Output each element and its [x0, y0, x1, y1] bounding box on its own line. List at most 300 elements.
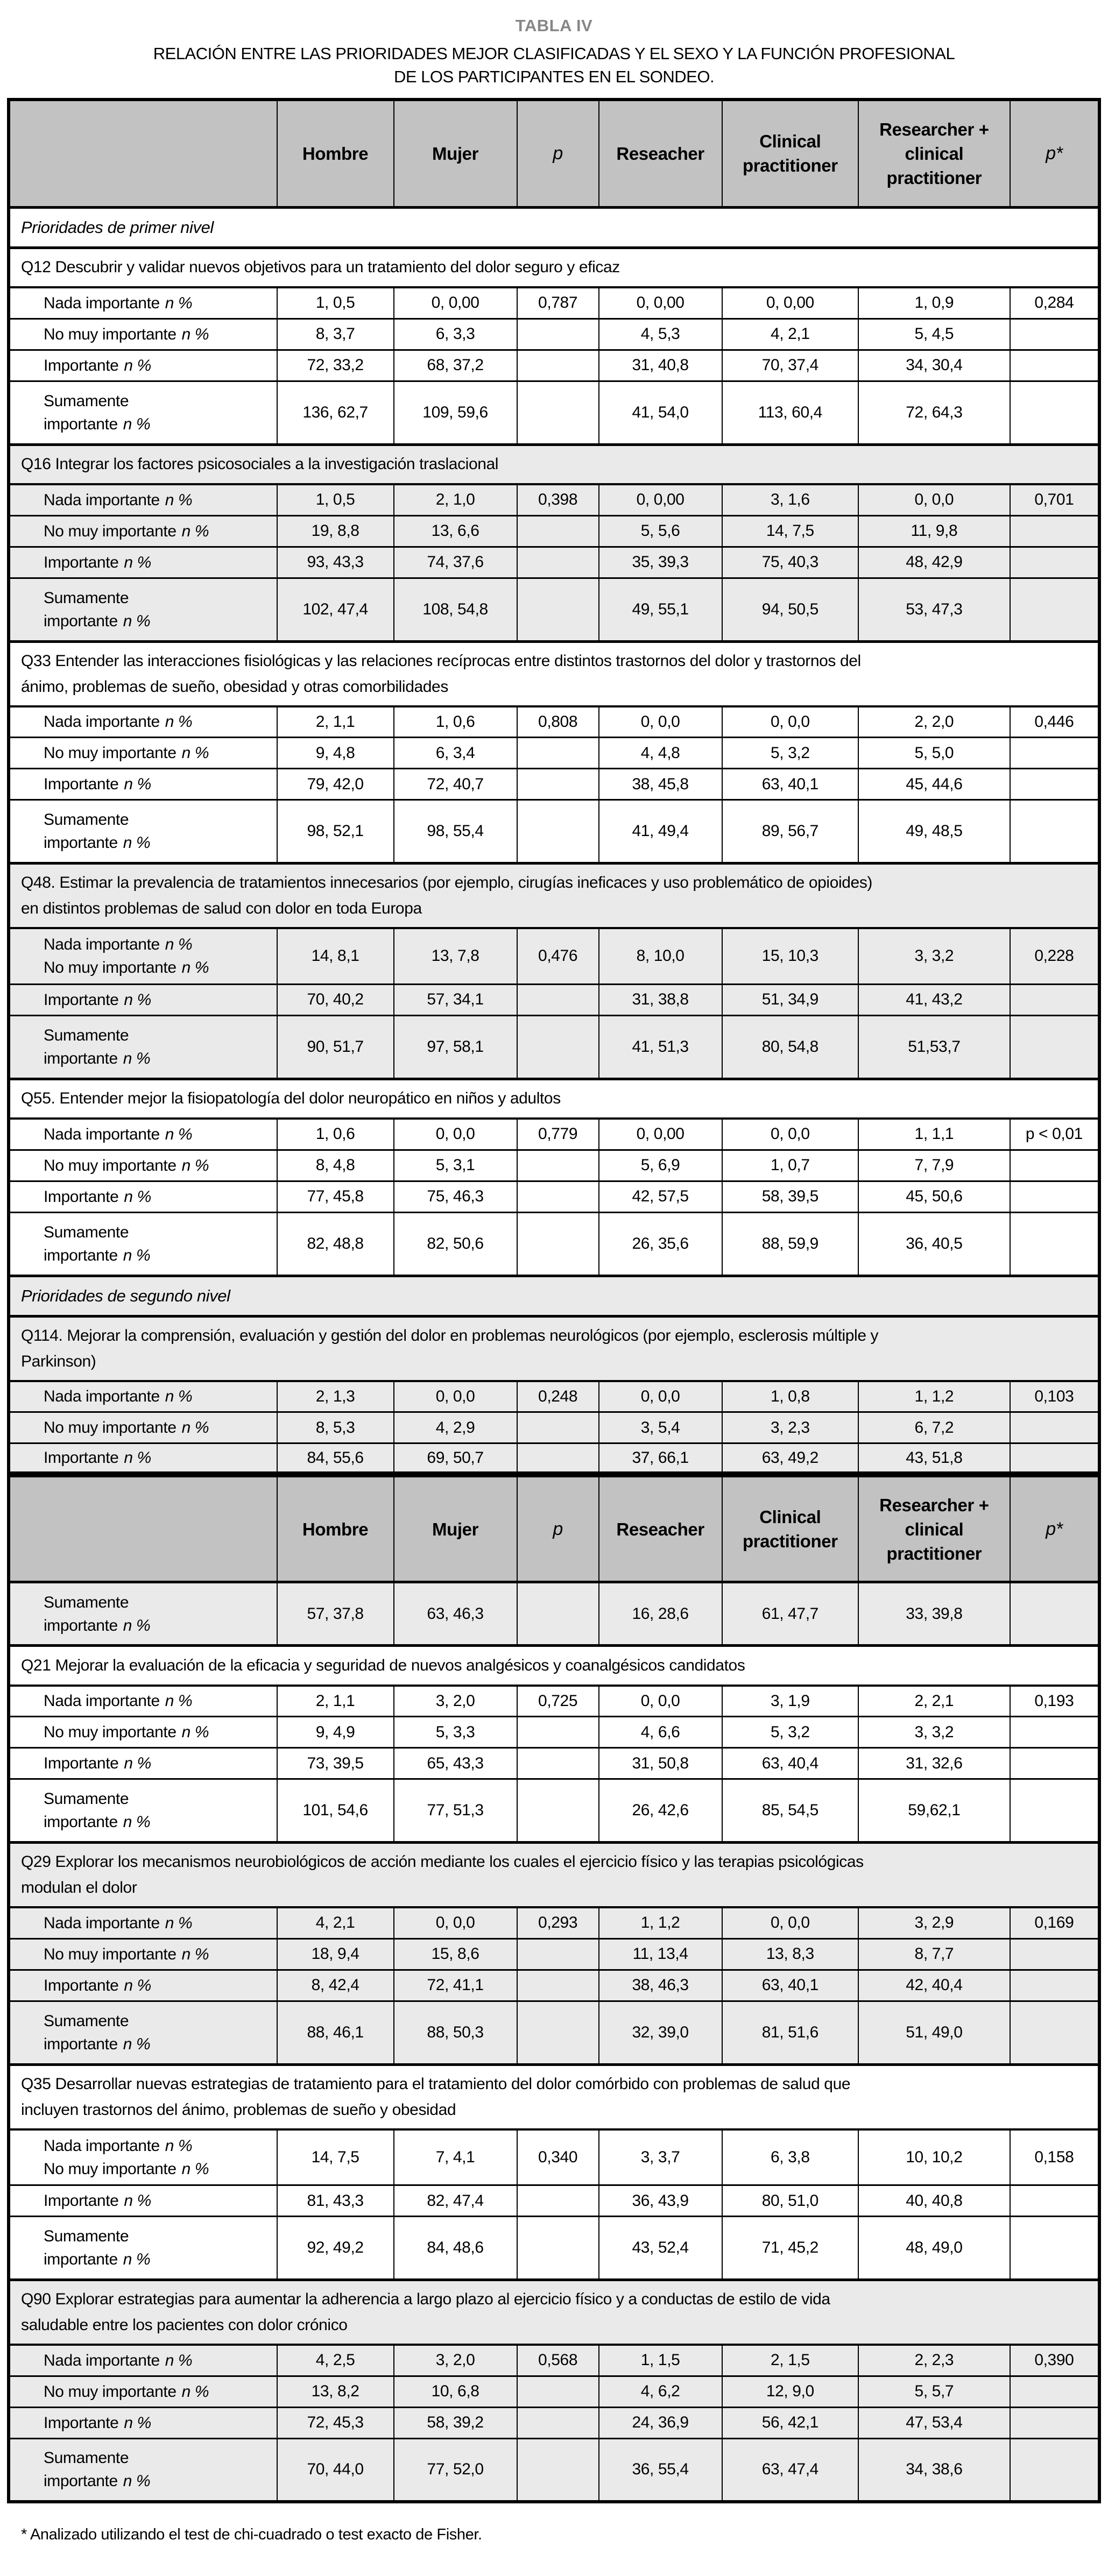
row-label-text: Sumamente: [44, 2227, 129, 2245]
value-cell: 0, 0,00: [722, 287, 858, 319]
p-value-cell: [517, 769, 599, 800]
value-cell: 31, 38,8: [599, 984, 722, 1015]
row-label: [9, 287, 277, 319]
row-label: [9, 1686, 277, 1717]
row-label: [9, 1212, 277, 1276]
question-title: [9, 864, 1099, 929]
row-label-text: Nada importante: [44, 491, 160, 509]
value-cell: 102, 47,4: [277, 578, 394, 641]
value-cell: 97, 58,1: [394, 1015, 517, 1079]
p-star-value-cell: [1010, 547, 1099, 578]
value-cell: 5, 5,7: [858, 2376, 1010, 2407]
p-star-value-cell: [1010, 1181, 1099, 1212]
question-title-row: [9, 2280, 1099, 2345]
value-cell: 15, 8,6: [394, 1938, 517, 1970]
row-label-n-percent: n %: [123, 612, 151, 630]
p-value-cell: [517, 1779, 599, 1843]
value-cell: 48, 49,0: [858, 2217, 1010, 2280]
value-cell: 14, 7,5: [722, 515, 858, 547]
value-cell: 5, 3,3: [394, 1717, 517, 1748]
value-cell: 1, 0,6: [277, 1119, 394, 1150]
table-row: [9, 1748, 1099, 1779]
row-label-n-percent: n %: [123, 1246, 151, 1264]
table-row: [9, 738, 1099, 769]
row-label-n-percent: n %: [165, 294, 193, 312]
row-label-text: Sumamente: [44, 1593, 129, 1611]
value-cell: 36, 40,5: [858, 1212, 1010, 1276]
row-label-line: [44, 1244, 272, 1267]
value-cell: 0, 0,0: [599, 706, 722, 738]
value-cell: 26, 42,6: [599, 1779, 722, 1843]
row-label-n-percent: n %: [181, 1156, 209, 1174]
value-cell: 12, 9,0: [722, 2376, 858, 2407]
value-cell: 5, 5,0: [858, 738, 1010, 769]
value-cell: 1, 1,2: [858, 1381, 1010, 1412]
table-row: [9, 2438, 1099, 2502]
row-label-n-percent: n %: [165, 2351, 193, 2369]
value-cell: 2, 2,3: [858, 2345, 1010, 2376]
row-label-text: importante: [44, 1813, 118, 1831]
value-cell: 82, 47,4: [394, 2185, 517, 2217]
level-heading: [9, 1276, 1099, 1316]
row-label: [9, 1412, 277, 1443]
row-label-line: [44, 2469, 272, 2493]
row-label-line: [44, 2380, 272, 2403]
value-cell: 65, 43,3: [394, 1748, 517, 1779]
value-cell: 0, 0,0: [599, 1381, 722, 1412]
p-star-value-cell: 0,228: [1010, 928, 1099, 984]
value-cell: 77, 51,3: [394, 1779, 517, 1843]
row-label-n-percent: n %: [181, 522, 209, 540]
table-title-line-2: DE LOS PARTICIPANTES EN EL SONDEO.: [393, 67, 715, 86]
table-row: [9, 1119, 1099, 1150]
value-cell: 6, 3,3: [394, 319, 517, 350]
row-label-line: [44, 323, 272, 346]
table-row: [9, 706, 1099, 738]
value-cell: 0, 0,00: [599, 287, 722, 319]
row-label-text: No muy importante: [44, 744, 177, 762]
value-cell: 0, 0,00: [599, 484, 722, 515]
value-cell: 9, 4,9: [277, 1717, 394, 1748]
value-cell: 24, 36,9: [599, 2407, 722, 2438]
row-label-n-percent: n %: [165, 1914, 193, 1932]
question-title-row: [9, 641, 1099, 706]
row-label-text: Importante: [44, 1754, 119, 1772]
table-row: [9, 2345, 1099, 2376]
value-cell: 57, 37,8: [277, 1582, 394, 1646]
value-cell: 2, 2,1: [858, 1686, 1010, 1717]
row-label-n-percent: n %: [181, 959, 209, 977]
value-cell: 3, 2,3: [722, 1412, 858, 1443]
row-label-line: [44, 1047, 272, 1070]
value-cell: 6, 3,8: [722, 2129, 858, 2185]
p-star-value-cell: [1010, 800, 1099, 864]
row-label-line: [44, 1591, 272, 1614]
p-value-cell: 0,398: [517, 484, 599, 515]
value-cell: 77, 52,0: [394, 2438, 517, 2502]
row-label-line: [44, 2134, 272, 2157]
value-cell: 51,53,7: [858, 1015, 1010, 1079]
table-row: [9, 2001, 1099, 2064]
value-cell: 98, 52,1: [277, 800, 394, 864]
row-label: [9, 515, 277, 547]
row-label-n-percent: n %: [124, 2414, 151, 2432]
value-cell: 56, 42,1: [722, 2407, 858, 2438]
title-block: [7, 16, 1101, 88]
row-label: [9, 2217, 277, 2280]
value-cell: 5, 3,2: [722, 738, 858, 769]
value-cell: 26, 35,6: [599, 1212, 722, 1276]
value-cell: 1, 1,2: [599, 1907, 722, 1938]
level-heading: [9, 207, 1099, 247]
row-label-line: [44, 1185, 272, 1208]
row-label-text: Nada importante: [44, 2351, 160, 2369]
value-cell: 3, 3,7: [599, 2129, 722, 2185]
row-label-n-percent: n %: [124, 1754, 151, 1772]
row-label-text: Nada importante: [44, 1125, 160, 1143]
p-star-value-cell: [1010, 2001, 1099, 2064]
p-value-cell: [517, 547, 599, 578]
p-star-value-cell: [1010, 1150, 1099, 1181]
table-title-line-1: RELACIÓN ENTRE LAS PRIORIDADES MEJOR CLASIFICADAS Y EL SEXO Y LA FUNCIÓN PROFESIONAL: [153, 44, 955, 63]
question-title-text: Q55. Entender mejor la fisiopatología del dolor neuropático en niños y adultos: [21, 1089, 561, 1108]
value-cell: 35, 39,3: [599, 547, 722, 578]
row-label-line: [44, 1154, 272, 1177]
row-label-text: importante: [44, 1049, 118, 1067]
value-cell: 5, 6,9: [599, 1150, 722, 1181]
question-title-row: [9, 1316, 1099, 1381]
value-cell: 94, 50,5: [722, 578, 858, 641]
value-cell: 63, 49,2: [722, 1443, 858, 1475]
question-title-text: Q21 Mejorar la evaluación de la eficacia y seguridad de nuevos analgésicos y coanalgésicos candidatos: [21, 1656, 745, 1674]
p-value-cell: [517, 1748, 599, 1779]
p-star-value-cell: [1010, 1212, 1099, 1276]
value-cell: 3, 3,2: [858, 1717, 1010, 1748]
p-value-cell: [517, 738, 599, 769]
value-cell: 8, 42,4: [277, 1970, 394, 2001]
value-cell: 3, 5,4: [599, 1412, 722, 1443]
column-header-researcher-clinical-practitioner: Researcher + clinical practitioner: [858, 100, 1010, 207]
value-cell: 69, 50,7: [394, 1443, 517, 1475]
question-title-row: [9, 864, 1099, 929]
table-row: [9, 484, 1099, 515]
value-cell: 41, 43,2: [858, 984, 1010, 1015]
p-value-cell: 0,725: [517, 1686, 599, 1717]
level-heading-row: [9, 207, 1099, 247]
p-value-cell: [517, 515, 599, 547]
p-value-cell: [517, 1582, 599, 1646]
row-label: [9, 738, 277, 769]
value-cell: 5, 5,6: [599, 515, 722, 547]
table-row: [9, 1686, 1099, 1717]
row-label: [9, 319, 277, 350]
p-star-value-cell: [1010, 738, 1099, 769]
table-row: [9, 769, 1099, 800]
value-cell: 88, 46,1: [277, 2001, 394, 2064]
row-label: [9, 2376, 277, 2407]
value-cell: 6, 7,2: [858, 1412, 1010, 1443]
table-row: [9, 1181, 1099, 1212]
value-cell: 4, 6,6: [599, 1717, 722, 1748]
row-label: [9, 2001, 277, 2064]
row-label: [9, 1150, 277, 1181]
row-label-line: [44, 1385, 272, 1408]
question-title-text: Q16 Integrar los factores psicosociales a la investigación traslacional: [21, 455, 499, 473]
value-cell: 59,62,1: [858, 1779, 1010, 1843]
value-cell: 11, 9,8: [858, 515, 1010, 547]
column-header-reseacher: Reseacher: [599, 1475, 722, 1582]
row-label: [9, 984, 277, 1015]
value-cell: 34, 38,6: [858, 2438, 1010, 2502]
value-cell: 0, 0,0: [394, 1119, 517, 1150]
row-label: [9, 484, 277, 515]
row-label-line: [44, 2248, 272, 2271]
row-label: [9, 2407, 277, 2438]
value-cell: 40, 40,8: [858, 2185, 1010, 2217]
row-label-n-percent: n %: [124, 356, 151, 374]
row-label-line: [44, 1752, 272, 1775]
value-cell: 33, 39,8: [858, 1582, 1010, 1646]
row-label: [9, 2345, 277, 2376]
row-label-text: Sumamente: [44, 2449, 129, 2467]
value-cell: 0, 0,0: [599, 1686, 722, 1717]
value-cell: 5, 3,2: [722, 1717, 858, 1748]
row-label-text: No muy importante: [44, 1945, 177, 1963]
question-title: [9, 1843, 1099, 1908]
p-value-cell: [517, 2185, 599, 2217]
value-cell: 41, 49,4: [599, 800, 722, 864]
row-label-line: [44, 292, 272, 315]
row-label-line: [44, 610, 272, 633]
column-header-p: p: [517, 1475, 599, 1582]
row-label-text: No muy importante: [44, 959, 177, 977]
row-label-line: [44, 1943, 272, 1966]
row-label-text: Sumamente: [44, 1223, 129, 1241]
value-cell: 4, 4,8: [599, 738, 722, 769]
column-header-hombre: Hombre: [277, 1475, 394, 1582]
row-label-text: Importante: [44, 990, 119, 1009]
value-cell: 13, 7,8: [394, 928, 517, 984]
row-label-text: Nada importante: [44, 2136, 160, 2155]
row-label-line: [44, 1123, 272, 1146]
value-cell: 72, 41,1: [394, 1970, 517, 2001]
value-cell: 8, 3,7: [277, 319, 394, 350]
table-row: [9, 928, 1099, 984]
column-header-reseacher: Reseacher: [599, 100, 722, 207]
row-label-line: [44, 773, 272, 796]
column-header-clinical-practitioner: Clinical practitioner: [722, 100, 858, 207]
value-cell: 10, 10,2: [858, 2129, 1010, 2185]
value-cell: 101, 54,6: [277, 1779, 394, 1843]
value-cell: 57, 34,1: [394, 984, 517, 1015]
value-cell: 10, 6,8: [394, 2376, 517, 2407]
row-label-line: [44, 1221, 272, 1244]
value-cell: 58, 39,2: [394, 2407, 517, 2438]
question-title: [9, 2280, 1099, 2345]
row-label-line: [44, 2009, 272, 2033]
row-label-line: [44, 1689, 272, 1712]
row-label-line: [44, 1787, 272, 1810]
row-label-line: [44, 1912, 272, 1935]
p-star-value-cell: [1010, 2185, 1099, 2217]
p-value-cell: 0,568: [517, 2345, 599, 2376]
value-cell: 51, 49,0: [858, 2001, 1010, 2064]
value-cell: 19, 8,8: [277, 515, 394, 547]
table-row: [9, 319, 1099, 350]
table-row: [9, 515, 1099, 547]
p-value-cell: [517, 1150, 599, 1181]
value-cell: 43, 51,8: [858, 1443, 1010, 1475]
p-star-value-cell: [1010, 2376, 1099, 2407]
value-cell: 36, 55,4: [599, 2438, 722, 2502]
p-value-cell: 0,779: [517, 1119, 599, 1150]
row-label-line: [44, 489, 272, 512]
value-cell: 13, 6,6: [394, 515, 517, 547]
value-cell: 7, 4,1: [394, 2129, 517, 2185]
value-cell: 51, 34,9: [722, 984, 858, 1015]
p-value-cell: [517, 350, 599, 381]
value-cell: 8, 4,8: [277, 1150, 394, 1181]
table-row: [9, 1717, 1099, 1748]
value-cell: 4, 2,5: [277, 2345, 394, 2376]
p-value-cell: [517, 1412, 599, 1443]
p-star-value-cell: [1010, 350, 1099, 381]
row-label-text: No muy importante: [44, 1419, 177, 1436]
value-cell: 84, 55,6: [277, 1443, 394, 1475]
row-label-line: [44, 1614, 272, 1637]
header-row: [9, 100, 1099, 207]
value-cell: 71, 45,2: [722, 2217, 858, 2280]
value-cell: 63, 40,4: [722, 1748, 858, 1779]
row-label: [9, 1717, 277, 1748]
row-label: [9, 1443, 277, 1475]
row-label-text: Importante: [44, 1187, 119, 1206]
value-cell: 0, 0,0: [722, 706, 858, 738]
value-cell: 37, 66,1: [599, 1443, 722, 1475]
p-star-value-cell: [1010, 1582, 1099, 1646]
p-value-cell: [517, 984, 599, 1015]
row-label-line: [44, 1024, 272, 1047]
value-cell: 3, 1,6: [722, 484, 858, 515]
value-cell: 5, 4,5: [858, 319, 1010, 350]
value-cell: 49, 55,1: [599, 578, 722, 641]
value-cell: 38, 46,3: [599, 1970, 722, 2001]
p-star-value-cell: [1010, 319, 1099, 350]
p-star-value-cell: [1010, 1412, 1099, 1443]
p-star-value-cell: [1010, 1717, 1099, 1748]
value-cell: 88, 59,9: [722, 1212, 858, 1276]
row-label-text: Importante: [44, 2192, 119, 2210]
value-cell: 74, 37,6: [394, 547, 517, 578]
value-cell: 80, 54,8: [722, 1015, 858, 1079]
value-cell: 1, 0,7: [722, 1150, 858, 1181]
question-title-row: [9, 247, 1099, 287]
row-label-n-percent: n %: [165, 1125, 193, 1143]
column-header-clinical-practitioner: Clinical practitioner: [722, 1475, 858, 1582]
table-row: [9, 2407, 1099, 2438]
p-star-value-cell: [1010, 2438, 1099, 2502]
row-label-text: No muy importante: [44, 522, 177, 540]
table-row: [9, 1907, 1099, 1938]
value-cell: 2, 2,0: [858, 706, 1010, 738]
value-cell: 3, 2,9: [858, 1907, 1010, 1938]
value-cell: 0, 0,00: [599, 1119, 722, 1150]
p-star-value-cell: [1010, 2217, 1099, 2280]
table-row: [9, 1381, 1099, 1412]
value-cell: 72, 64,3: [858, 381, 1010, 444]
row-label-text: importante: [44, 1246, 118, 1264]
value-cell: 80, 51,0: [722, 2185, 858, 2217]
question-title-text: Q90 Explorar estrategias para aumentar la adherencia a largo plazo al ejercicio físico y a conductas de estilo de vida saludable entre los pacientes con dolor crónico: [21, 2290, 830, 2334]
row-label-text: Importante: [44, 775, 119, 793]
column-header-mujer: Mujer: [394, 100, 517, 207]
p-star-value-cell: [1010, 1938, 1099, 1970]
row-label-line: [44, 933, 272, 956]
row-label-text: No muy importante: [44, 325, 177, 343]
value-cell: 8, 10,0: [599, 928, 722, 984]
table-row: [9, 381, 1099, 444]
row-label-n-percent: n %: [123, 415, 151, 433]
value-cell: 14, 7,5: [277, 2129, 394, 2185]
value-cell: 109, 59,6: [394, 381, 517, 444]
row-label-line: [44, 413, 272, 436]
question-title: [9, 641, 1099, 706]
value-cell: 92, 49,2: [277, 2217, 394, 2280]
p-value-cell: [517, 2438, 599, 2502]
row-label-text: importante: [44, 612, 118, 630]
p-star-value-cell: 0,390: [1010, 2345, 1099, 2376]
value-cell: 18, 9,4: [277, 1938, 394, 1970]
table-row: [9, 547, 1099, 578]
p-star-value-cell: 0,158: [1010, 2129, 1099, 2185]
p-star-value-cell: [1010, 1015, 1099, 1079]
value-cell: 136, 62,7: [277, 381, 394, 444]
value-cell: 3, 2,0: [394, 1686, 517, 1717]
row-label: [9, 350, 277, 381]
value-cell: 81, 51,6: [722, 2001, 858, 2064]
row-label-n-percent: n %: [124, 990, 151, 1009]
row-label-line: [44, 1810, 272, 1834]
p-value-cell: 0,476: [517, 928, 599, 984]
value-cell: 0, 0,00: [394, 287, 517, 319]
row-label-line: [44, 551, 272, 574]
value-cell: 41, 54,0: [599, 381, 722, 444]
question-title: [9, 2064, 1099, 2129]
value-cell: 3, 3,2: [858, 928, 1010, 984]
row-label-text: Nada importante: [44, 1692, 160, 1710]
value-cell: 58, 39,5: [722, 1181, 858, 1212]
row-label-n-percent: n %: [181, 325, 209, 343]
column-header-mujer: Mujer: [394, 1475, 517, 1582]
p-star-value-cell: [1010, 1443, 1099, 1475]
p-value-cell: [517, 1970, 599, 2001]
row-label-text: importante: [44, 2472, 118, 2490]
row-label: [9, 1938, 277, 1970]
p-star-value-cell: 0,446: [1010, 706, 1099, 738]
row-label-n-percent: n %: [123, 834, 151, 852]
row-label-n-percent: n %: [123, 2472, 151, 2490]
value-cell: 63, 47,4: [722, 2438, 858, 2502]
row-label-text: No muy importante: [44, 2382, 177, 2401]
row-label: [9, 928, 277, 984]
value-cell: 113, 60,4: [722, 381, 858, 444]
value-cell: 4, 2,1: [722, 319, 858, 350]
value-cell: 15, 10,3: [722, 928, 858, 984]
value-cell: 0, 0,0: [722, 1119, 858, 1150]
table-row: [9, 1212, 1099, 1276]
value-cell: 34, 30,4: [858, 350, 1010, 381]
row-label-n-percent: n %: [165, 491, 193, 509]
